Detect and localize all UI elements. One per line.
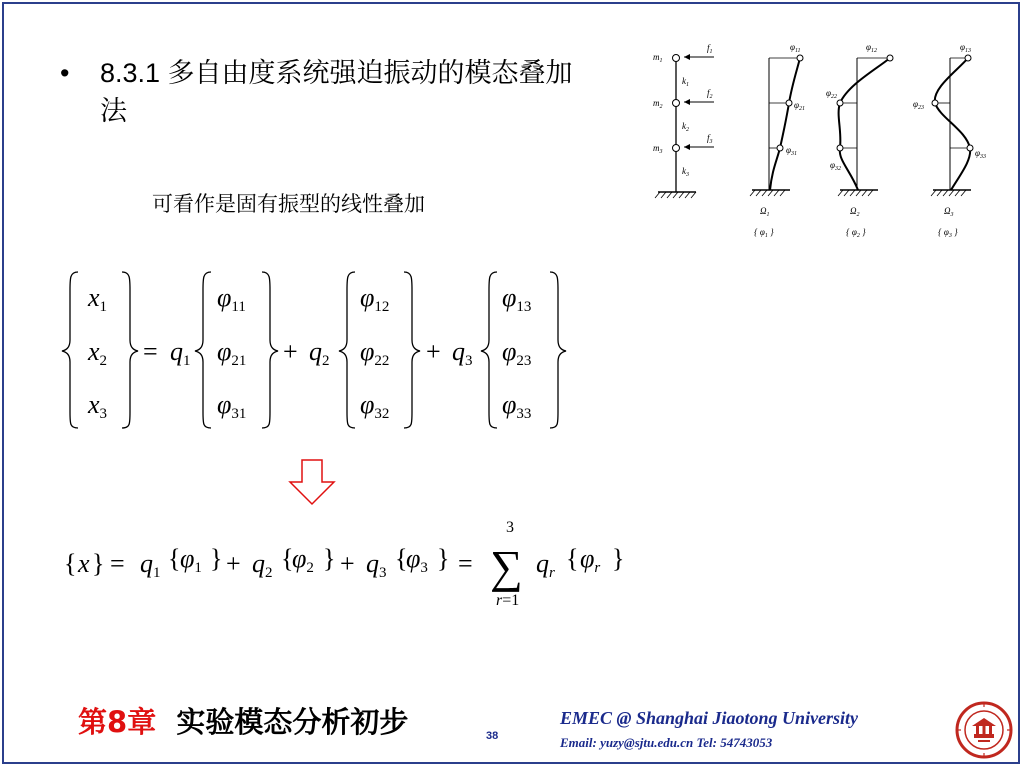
- svg-text:+: +: [426, 337, 441, 366]
- svg-text:φ31: φ31: [217, 390, 247, 422]
- svg-text:{ φ1 }: { $\varphi_1$ }: [754, 227, 774, 239]
- page-number: 38: [486, 730, 499, 742]
- svg-text:qr: qr: [536, 549, 555, 581]
- svg-text:+: +: [226, 549, 241, 578]
- chapter-number: 8: [107, 705, 128, 739]
- svg-text:φ2: φ2: [292, 544, 314, 576]
- svg-text:r=1: r=1: [496, 592, 520, 609]
- chapter-title: [78, 700, 408, 741]
- label-f1: $f_1$: [707, 43, 713, 55]
- svg-text:φ22: φ22: [360, 337, 390, 369]
- label-k2: $k_2$: [682, 121, 689, 133]
- bullet-marker: •: [60, 58, 70, 88]
- svg-text:φ32: $\varphi_{32}$: [830, 160, 841, 172]
- label-f2: $f_2$: [707, 88, 713, 100]
- svg-text:+: +: [340, 549, 355, 578]
- svg-text:3: 3: [506, 519, 514, 536]
- svg-text:{: {: [566, 544, 579, 573]
- bullet-point: [60, 54, 584, 130]
- svg-text:φ13: φ13: [502, 283, 532, 315]
- svg-text:x: x: [78, 549, 90, 578]
- svg-text:φ33: φ33: [502, 390, 532, 422]
- mode-shape-1: [750, 42, 805, 239]
- svg-text:q2: q2: [252, 549, 273, 581]
- mass-spring-model: [653, 43, 714, 198]
- svg-text:Ω3: $\Omega_3$: [944, 206, 954, 218]
- svg-text:{ φ3 }: { $\varphi_3$ }: [938, 227, 958, 239]
- svg-text:φ21: $\varphi_{21}$: [794, 100, 805, 112]
- svg-text:x3: x3: [88, 390, 108, 422]
- svg-text:q2: q2: [309, 337, 330, 369]
- svg-text:φ1: φ1: [180, 544, 202, 576]
- label-k3: $k_3$: [682, 166, 689, 178]
- label-k1: $k_1$: [682, 76, 689, 88]
- svg-text:{: {: [395, 544, 408, 573]
- mode-shape-2: [826, 42, 893, 239]
- bullet-text: 8.3.1 多自由度系统强迫振动的模态叠加法: [100, 58, 573, 126]
- svg-text:=: =: [110, 549, 125, 578]
- svg-text:φ11: $\varphi_{11}$: [790, 42, 801, 54]
- svg-text:φ22: $\varphi_{22}$: [826, 88, 837, 100]
- svg-text:φ11: φ11: [217, 283, 246, 315]
- svg-text:=: =: [143, 337, 158, 366]
- svg-text:φ23: $\varphi_{23}$: [913, 99, 924, 111]
- organization: EMEC @ Shanghai Jiaotong University: [560, 708, 859, 728]
- svg-text:φ33: $\varphi_{33}$: [975, 148, 986, 160]
- svg-text:x2: x2: [88, 337, 108, 369]
- svg-text:φ32: φ32: [360, 390, 390, 422]
- chapter-suffix: 章: [127, 705, 157, 739]
- chapter-title-text: 实验模态分析初步: [176, 705, 409, 739]
- svg-text:}: }: [612, 544, 625, 573]
- svg-text:Ω2: $\Omega_2$: [850, 206, 860, 218]
- chapter-prefix: 第: [78, 705, 108, 739]
- svg-text:}: }: [323, 544, 336, 573]
- svg-text:}: }: [92, 549, 105, 578]
- svg-text:∑: ∑: [490, 541, 523, 592]
- svg-text:φ12: φ12: [360, 283, 390, 315]
- svg-text:φ23: φ23: [502, 337, 532, 369]
- down-arrow-icon: [286, 458, 338, 508]
- label-m2: $m_2$: [653, 98, 663, 110]
- svg-text:{ φ2 }: { $\varphi_2$ }: [846, 227, 866, 239]
- label-f3: $f_3$: [707, 133, 713, 145]
- svg-text:{: {: [168, 544, 181, 573]
- svg-text:q1: q1: [170, 337, 191, 369]
- mode-shape-diagrams: [644, 36, 986, 248]
- svg-text:}: }: [210, 544, 223, 573]
- contact-info: Email: yuzy@sjtu.edu.cn Tel: 54743053: [560, 735, 773, 750]
- svg-text:q3: q3: [452, 337, 473, 369]
- svg-text:Ω1: $\Omega_1$: [760, 206, 770, 218]
- svg-text:+: +: [283, 337, 298, 366]
- svg-text:φ3: φ3: [406, 544, 428, 576]
- label-m1: $m_1$: [653, 52, 663, 64]
- svg-text:φ31: $\varphi_{31}$: [786, 145, 797, 157]
- svg-text:q3: q3: [366, 549, 387, 581]
- svg-text:φr: φr: [580, 544, 601, 576]
- svg-text:}: }: [437, 544, 450, 573]
- subtitle: 可看作是固有振型的线性叠加: [152, 192, 425, 216]
- svg-text:{: {: [64, 549, 77, 578]
- svg-text:q1: q1: [140, 549, 161, 581]
- equation-summation: [56, 512, 646, 612]
- svg-text:φ21: φ21: [217, 337, 247, 369]
- svg-text:{: {: [281, 544, 294, 573]
- svg-text:φ13: $\varphi_{13}$: [960, 42, 971, 54]
- equation-vector-expansion: [56, 262, 586, 432]
- svg-text:φ12: $\varphi_{12}$: [866, 42, 877, 54]
- university-logo-icon: [954, 700, 1014, 760]
- svg-text:=: =: [458, 549, 473, 578]
- label-m3: $m_3$: [653, 143, 663, 155]
- svg-text:x1: x1: [88, 283, 108, 315]
